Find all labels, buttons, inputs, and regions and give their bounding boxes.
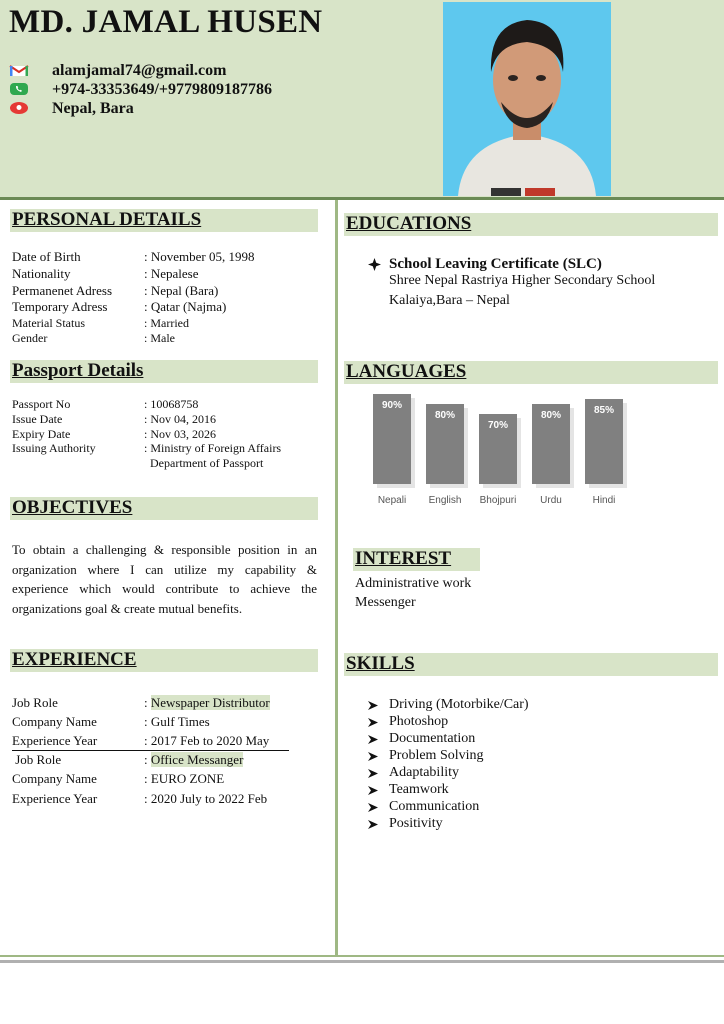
profile-photo — [443, 2, 611, 196]
arrow-bullet-icon — [367, 785, 379, 796]
objectives-title: OBJECTIVES — [12, 497, 133, 518]
skill-item: Driving (Motorbike/Car) — [389, 697, 529, 712]
skill-item: Communication — [389, 799, 480, 814]
language-category-label: Bhojpuri — [479, 495, 517, 506]
objectives-header — [10, 497, 318, 520]
experience-title: EXPERIENCE — [12, 649, 137, 670]
education-degree: School Leaving Certificate (SLC) — [389, 256, 602, 272]
personal-label: Material Status — [12, 316, 85, 330]
passport-authority-line2: Department of Passport — [150, 456, 264, 470]
language-value-label: 85% — [593, 405, 615, 416]
language-value-label: 80% — [540, 410, 562, 421]
interest-item: Administrative work — [355, 576, 472, 591]
interest-item: Messenger — [355, 595, 416, 610]
personal-value: : Nepalese — [144, 266, 199, 281]
email-text: alamjamal74@gmail.com — [52, 62, 227, 79]
languages-title: LANGUAGES — [346, 361, 467, 382]
passport-details-header — [10, 360, 318, 383]
language-value-label: 70% — [487, 420, 509, 431]
passport-value: : Nov 03, 2026 — [144, 427, 216, 441]
skill-item: Teamwork — [389, 782, 449, 797]
passport-label: Expiry Date — [12, 427, 71, 441]
arrow-bullet-icon — [367, 734, 379, 745]
personal-value: : Male — [144, 331, 175, 345]
footer-rule-shadow — [0, 960, 724, 963]
location-text: Nepal, Bara — [52, 100, 134, 117]
experience-sep: : — [144, 752, 151, 767]
personal-details-title: PERSONAL DETAILS — [12, 209, 202, 230]
experience-label: Company Name — [12, 714, 97, 729]
gmail-icon — [9, 65, 29, 77]
passport-label: Issue Date — [12, 412, 63, 426]
languages-header — [344, 361, 718, 384]
interest-title: INTEREST — [355, 548, 452, 569]
languages-chart — [355, 392, 655, 512]
language-category-label: Urdu — [540, 495, 562, 506]
language-value-label: 90% — [381, 400, 403, 411]
language-category-label: English — [428, 495, 462, 506]
arrow-bullet-icon — [367, 768, 379, 779]
experience-value: : Gulf Times — [144, 714, 210, 729]
skill-item: Problem Solving — [389, 748, 484, 763]
language-value-label: 80% — [434, 410, 456, 421]
experience-sep: : — [144, 695, 151, 710]
arrow-bullet-icon — [367, 700, 379, 711]
personal-value: : November 05, 1998 — [144, 249, 255, 264]
personal-label: Nationality — [12, 266, 71, 281]
arrow-bullet-icon — [367, 819, 379, 830]
experience-label: Job Role — [12, 695, 58, 710]
experience-value-highlight: Newspaper Distributor — [150, 695, 270, 710]
arrow-bullet-icon — [367, 717, 379, 728]
personal-value: : Qatar (Najma) — [144, 299, 227, 314]
phone-icon — [9, 83, 29, 95]
passport-label: Passport No — [12, 397, 71, 411]
skills-header — [344, 653, 718, 676]
experience-label: Job Role — [12, 752, 62, 767]
education-title: EDUCATIONS — [346, 213, 472, 234]
passport-label: Issuing Authority — [12, 441, 96, 455]
candidate-name: MD. JAMAL HUSEN — [9, 4, 323, 40]
skill-item: Documentation — [389, 731, 476, 746]
personal-label: Permanenet Adress — [12, 283, 113, 298]
experience-row — [12, 733, 289, 751]
experience-value: : EURO ZONE — [144, 771, 225, 786]
personal-label: Temporary Adress — [12, 299, 108, 314]
education-header — [344, 213, 718, 236]
arrow-bullet-icon — [367, 802, 379, 813]
skill-item: Photoshop — [389, 714, 449, 729]
experience-value: : 2020 July to 2022 Feb — [144, 791, 268, 806]
skills-title: SKILLS — [346, 653, 415, 674]
diamond-bullet-icon — [368, 258, 381, 271]
personal-value: : Nepal (Bara) — [144, 283, 219, 298]
experience-value-highlight: Office Messanger — [150, 752, 244, 767]
footer-rule — [0, 955, 724, 957]
education-place: Kalaiya,Bara – Nepal — [389, 293, 510, 308]
experience-label: Experience Year — [12, 791, 98, 806]
arrow-bullet-icon — [367, 751, 379, 762]
phone-text: +974-33353649/+9779809187786 — [52, 81, 273, 98]
objective-text: To obtain a challenging & responsible position in an organization where I can utilize my capability & experience which would contribute to achieve the organizations goal & create mutual benefits. — [12, 542, 317, 616]
language-category-label: Hindi — [592, 495, 616, 506]
language-category-label: Nepali — [377, 495, 407, 506]
passport-value: : Nov 04, 2016 — [144, 412, 216, 426]
skill-item: Adaptability — [389, 765, 459, 780]
passport-details-title: Passport Details — [12, 360, 144, 381]
passport-value: : Ministry of Foreign Affairs — [144, 441, 282, 455]
personal-label: Gender — [12, 331, 48, 345]
personal-value: : Married — [144, 316, 189, 330]
passport-value: : 10068758 — [144, 397, 199, 411]
experience-label: Experience Year — [12, 733, 98, 748]
experience-header — [10, 649, 318, 672]
skill-item: Positivity — [389, 816, 443, 831]
column-divider — [335, 200, 338, 957]
education-school: Shree Nepal Rastriya Higher Secondary School — [389, 273, 656, 288]
personal-label: Date of Birth — [12, 249, 81, 264]
interest-header — [353, 548, 480, 571]
experience-value: : 2017 Feb to 2020 May — [144, 733, 270, 748]
header-rule — [0, 197, 724, 200]
location-pin-icon — [9, 102, 29, 114]
experience-label: Company Name — [12, 771, 97, 786]
personal-details-header — [10, 209, 318, 232]
